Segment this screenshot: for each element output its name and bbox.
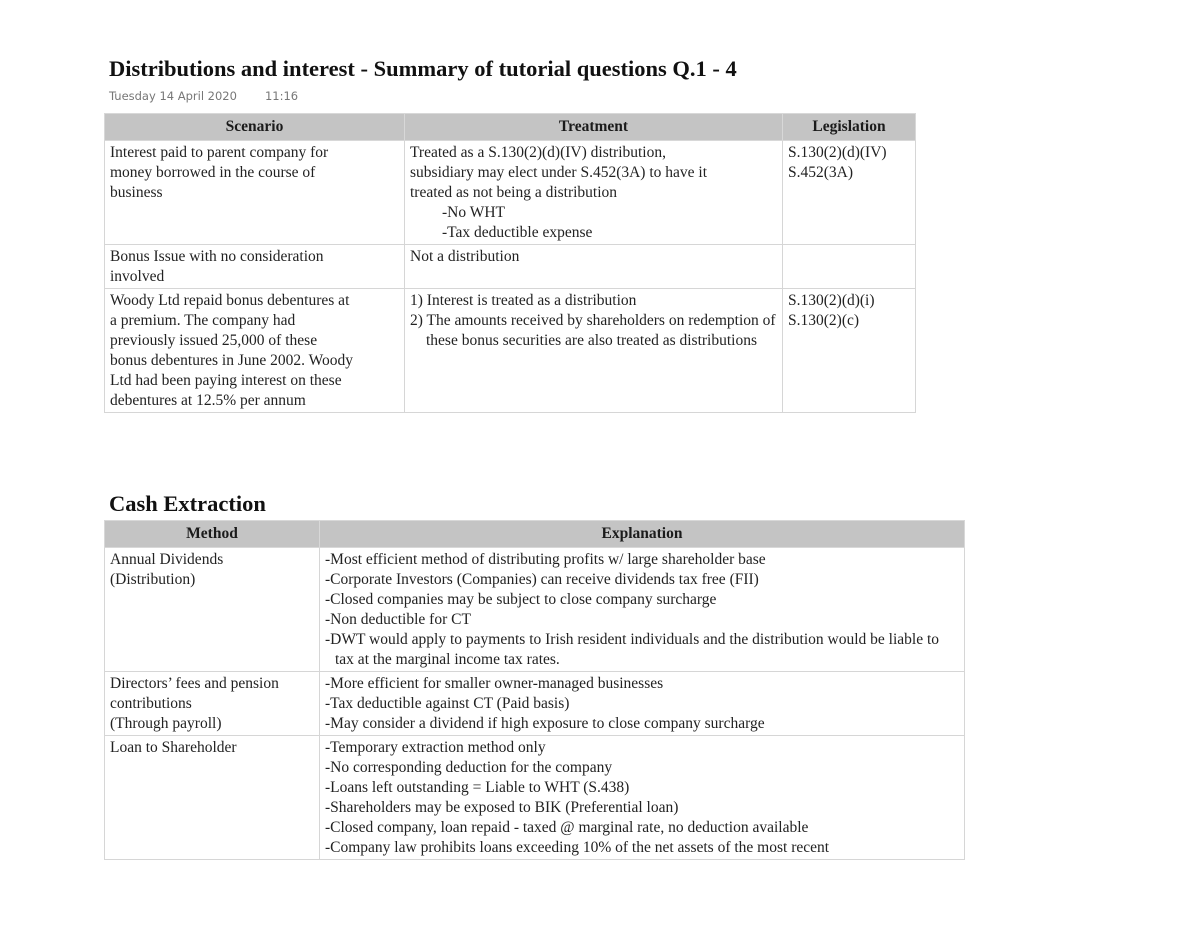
cell-line: -Tax deductible expense	[442, 224, 593, 241]
method-cell	[105, 736, 320, 860]
column-header-explanation: Explanation	[320, 521, 965, 548]
method-cell	[105, 548, 320, 672]
legislation-cell	[783, 289, 916, 413]
table-row	[105, 289, 916, 413]
cell-line: Ltd had been paying interest on these	[110, 372, 342, 389]
cell-line: Not a distribution	[410, 248, 520, 265]
column-header-legislation: Legislation	[783, 114, 916, 141]
table-row	[105, 141, 916, 245]
bullet-point: -May consider a dividend if high exposure to close company surcharge	[325, 715, 765, 732]
page-date: Tuesday 14 April 2020	[109, 89, 237, 103]
treatment-cell	[405, 141, 783, 245]
explanation-cell	[320, 736, 965, 860]
cell-line: (Through payroll)	[110, 715, 222, 732]
bullet-point: -Loans left outstanding = Liable to WHT (S.438)	[325, 779, 630, 796]
legislation-cell	[783, 245, 916, 289]
cell-line: S.130(2)(c)	[788, 312, 860, 329]
method-cell	[105, 672, 320, 736]
page-title: Distributions and interest - Summary of tutorial questions Q.1 - 4	[109, 56, 737, 81]
cell-line: S.452(3A)	[788, 164, 854, 181]
cell-line: subsidiary may elect under S.452(3A) to have it	[410, 164, 708, 181]
cell-line: (Distribution)	[110, 571, 196, 588]
page-time: 11:16	[264, 89, 299, 103]
cell-line: Annual Dividends	[110, 551, 224, 568]
cell-line: Loan to Shareholder	[110, 739, 237, 756]
cell-line: Directors’ fees and pension	[110, 675, 279, 692]
cell-line: -No WHT	[442, 204, 505, 221]
cell-line: Woody Ltd repaid bonus debentures at	[110, 292, 350, 309]
scenario-cell	[105, 245, 405, 289]
section-heading: Cash Extraction	[109, 491, 266, 516]
cell-line: debentures at 12.5% per annum	[110, 392, 306, 409]
treatment-cell	[405, 245, 783, 289]
explanation-cell	[320, 548, 965, 672]
bullet-point: -Company law prohibits loans exceeding 10% of the net assets of the most recent	[325, 839, 830, 856]
numbered-item: 2) The amounts received by shareholders on redemption of these bonus securities are also treated as distributions	[410, 312, 776, 349]
column-header-scenario: Scenario	[105, 114, 405, 141]
table-header-row	[105, 521, 965, 548]
bullet-point: -Tax deductible against CT (Paid basis)	[325, 695, 570, 712]
cell-line: a premium. The company had	[110, 312, 296, 329]
cell-line: Treated as a S.130(2)(d)(IV) distribution,	[410, 144, 666, 161]
cell-line: Interest paid to parent company for	[110, 144, 329, 161]
bullet-point: -Closed company, loan repaid - taxed @ marginal rate, no deduction available	[325, 819, 809, 836]
bullet-point: -DWT would apply to payments to Irish resident individuals and the distribution would be liable to tax at the marginal income tax rates.	[325, 631, 940, 668]
bullet-point: -Closed companies may be subject to close company surcharge	[325, 591, 717, 608]
bullet-point: -Corporate Investors (Companies) can receive dividends tax free (FII)	[325, 571, 759, 588]
scenario-cell	[105, 141, 405, 245]
cell-line: business	[110, 184, 163, 201]
legislation-cell	[783, 141, 916, 245]
table-row	[105, 672, 965, 736]
cell-line: money borrowed in the course of	[110, 164, 316, 181]
bullet-point: -Shareholders may be exposed to BIK (Preferential loan)	[325, 799, 679, 816]
column-header-treatment: Treatment	[405, 114, 783, 141]
cash-extraction-table	[104, 520, 965, 860]
table-row	[105, 548, 965, 672]
page-cutoff-mask	[0, 874, 1200, 927]
cell-line: treated as not being a distribution	[410, 184, 618, 201]
explanation-cell	[320, 672, 965, 736]
distributions-table	[104, 113, 916, 413]
treatment-cell	[405, 289, 783, 413]
cell-line: S.130(2)(d)(i)	[788, 292, 875, 309]
bullet-point: -No corresponding deduction for the company	[325, 759, 613, 776]
bullet-point: -More efficient for smaller owner-managed businesses	[325, 675, 664, 692]
column-header-method: Method	[105, 521, 320, 548]
cell-line: bonus debentures in June 2002. Woody	[110, 352, 353, 369]
table-row	[105, 245, 916, 289]
bullet-point: -Most efficient method of distributing profits w/ large shareholder base	[325, 551, 766, 568]
table-header-row	[105, 114, 916, 141]
cell-line: S.130(2)(d)(IV)	[788, 144, 887, 161]
page-timestamp	[109, 89, 298, 103]
numbered-item: 1) Interest is treated as a distribution	[410, 292, 637, 309]
bullet-point: -Temporary extraction method only	[325, 739, 546, 756]
scenario-cell	[105, 289, 405, 413]
bullet-point: -Non deductible for CT	[325, 611, 471, 628]
table-row	[105, 736, 965, 860]
cell-line: involved	[110, 268, 165, 285]
cell-line: contributions	[110, 695, 192, 712]
cell-line: previously issued 25,000 of these	[110, 332, 318, 349]
cell-line: Bonus Issue with no consideration	[110, 248, 324, 265]
